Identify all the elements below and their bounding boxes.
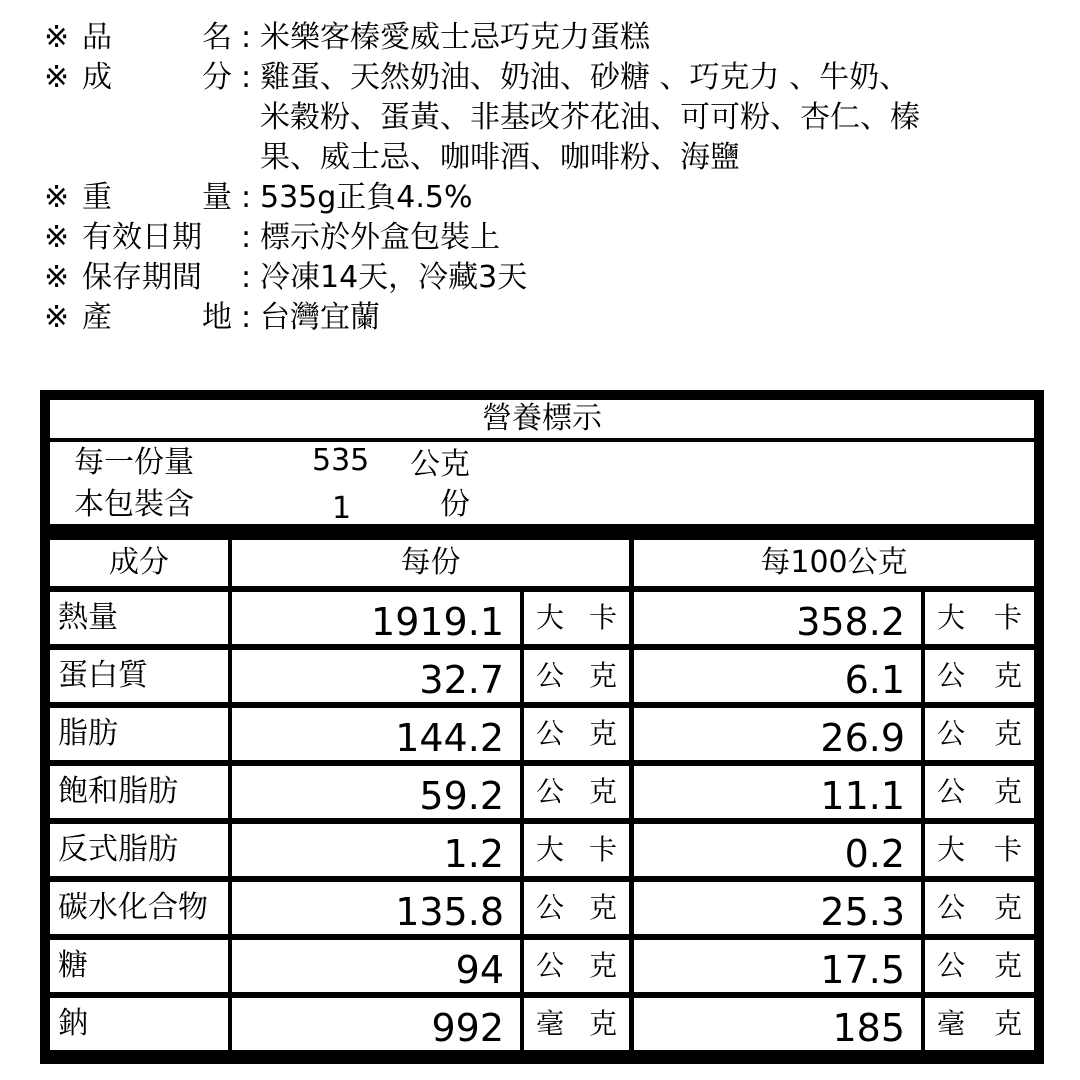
colon: : [240, 20, 252, 55]
info-label [82, 258, 232, 298]
per-serving-value: 94 [232, 940, 520, 992]
unit-char: 克 [588, 659, 617, 692]
unit-char: 卡 [588, 833, 617, 866]
weight-value: 535g正負4.5% [260, 180, 473, 215]
unit-char: 大 [937, 833, 966, 866]
info-label [82, 18, 232, 58]
serving-size-label: 每一份量 [74, 445, 194, 480]
nutrient-name: 熱量 [50, 592, 228, 644]
per-serving-value: 992 [232, 998, 520, 1050]
unit-char: 克 [993, 1007, 1022, 1040]
reference-mark: ※ [44, 220, 70, 255]
per-serving-value: 144.2 [232, 708, 520, 760]
unit-char: 大 [536, 601, 565, 634]
label-text: 保存期間 [82, 260, 202, 295]
per-100g-unit [925, 650, 1034, 702]
info-row [44, 18, 1054, 58]
per-serving-unit [524, 592, 629, 644]
per-serving-unit [524, 940, 629, 992]
nutrient-name: 糖 [50, 940, 228, 992]
per-100g-unit [925, 766, 1034, 818]
per-100g-value: 26.9 [634, 708, 921, 760]
unit-char: 大 [536, 833, 565, 866]
unit-char: 公 [937, 891, 966, 924]
per-100g-value: 6.1 [634, 650, 921, 702]
unit-char: 克 [993, 717, 1022, 750]
reference-mark: ※ [44, 60, 70, 95]
colon: : [240, 260, 252, 295]
nutrition-title: 營養標示 [50, 400, 1034, 438]
info-label [82, 298, 232, 338]
nutrient-name: 蛋白質 [50, 650, 228, 702]
per-100g-value: 0.2 [634, 824, 921, 876]
unit-char: 公 [536, 891, 565, 924]
unit-char: 公 [536, 775, 565, 808]
unit-char: 卡 [993, 601, 1022, 634]
nutrient-name: 碳水化合物 [50, 882, 228, 934]
colon: : [240, 180, 252, 215]
unit-char: 公 [536, 717, 565, 750]
info-row [44, 258, 1054, 298]
expiry-value: 標示於外盒包裝上 [260, 220, 500, 255]
reference-mark: ※ [44, 180, 70, 215]
unit-char: 克 [588, 1007, 617, 1040]
ingredients-value: 雞蛋、天然奶油、奶油、砂糖 、巧克力 、牛奶、 米穀粉、蛋黃、非基改芥花油、可可粉、杏仁、榛 果、威士忌、咖啡酒、咖啡粉、海鹽 [260, 60, 920, 175]
unit-char: 公 [937, 717, 966, 750]
reference-mark: ※ [44, 20, 70, 55]
unit-char: 公 [536, 659, 565, 692]
origin-value: 台灣宜蘭 [260, 300, 380, 335]
per-serving-value: 1919.1 [232, 592, 520, 644]
info-row [44, 178, 1054, 218]
info-row [44, 58, 1054, 178]
unit-char: 卡 [993, 833, 1022, 866]
per-100g-unit [925, 708, 1034, 760]
reference-mark: ※ [44, 260, 70, 295]
header-per-100g: 每100公克 [634, 540, 1034, 586]
info-row [44, 218, 1054, 258]
label-char: 量 [202, 180, 232, 215]
unit-char: 大 [937, 601, 966, 634]
label-char: 品 [82, 20, 112, 55]
colon: : [240, 220, 252, 255]
servings-label: 本包裝含 [74, 487, 194, 522]
servings-unit: 份 [440, 487, 470, 522]
unit-char: 克 [588, 891, 617, 924]
per-100g-unit [925, 998, 1034, 1050]
serving-size-value: 535 [312, 443, 370, 478]
per-100g-unit [925, 882, 1034, 934]
per-serving-unit [524, 998, 629, 1050]
unit-char: 克 [588, 717, 617, 750]
unit-char: 克 [588, 949, 617, 982]
label-char: 成 [82, 60, 112, 95]
info-row [44, 298, 1054, 338]
colon: : [240, 60, 252, 95]
nutrient-name: 鈉 [50, 998, 228, 1050]
reference-mark: ※ [44, 300, 70, 335]
per-100g-unit [925, 940, 1034, 992]
unit-char: 克 [588, 775, 617, 808]
label-char: 名 [202, 20, 232, 55]
storage-value: 冷凍14天，冷藏3天 [260, 260, 528, 295]
info-label [82, 178, 232, 218]
per-100g-value: 358.2 [634, 592, 921, 644]
unit-char: 克 [993, 775, 1022, 808]
unit-char: 卡 [588, 601, 617, 634]
servings-value: 1 [332, 491, 352, 526]
unit-char: 公 [937, 775, 966, 808]
unit-char: 公 [536, 949, 565, 982]
per-serving-unit [524, 650, 629, 702]
unit-char: 克 [993, 949, 1022, 982]
per-serving-value: 32.7 [232, 650, 520, 702]
nutrition-facts-table [40, 390, 1044, 1064]
per-100g-value: 185 [634, 998, 921, 1050]
per-serving-value: 1.2 [232, 824, 520, 876]
serving-size-unit: 公克 [410, 447, 470, 482]
per-serving-unit [524, 824, 629, 876]
unit-char: 克 [993, 659, 1022, 692]
unit-char: 毫 [536, 1007, 565, 1040]
per-serving-unit [524, 882, 629, 934]
product-name-value: 米樂客榛愛威士忌巧克力蛋糕 [260, 20, 650, 55]
per-100g-value: 11.1 [634, 766, 921, 818]
label-char: 重 [82, 180, 112, 215]
info-label [82, 58, 232, 178]
per-100g-unit [925, 592, 1034, 644]
unit-char: 公 [937, 949, 966, 982]
colon: : [240, 300, 252, 335]
product-info [44, 18, 1054, 338]
serving-info [50, 442, 1034, 524]
nutrient-name: 飽和脂肪 [50, 766, 228, 818]
per-serving-unit [524, 766, 629, 818]
per-100g-value: 25.3 [634, 882, 921, 934]
nutrient-name: 反式脂肪 [50, 824, 228, 876]
header-nutrient: 成分 [50, 540, 228, 586]
label-char: 產 [82, 300, 112, 335]
label-char: 地 [202, 300, 232, 335]
nutrient-name: 脂肪 [50, 708, 228, 760]
unit-char: 公 [937, 659, 966, 692]
label-text: 有效日期 [82, 220, 202, 255]
per-100g-value: 17.5 [634, 940, 921, 992]
header-per-serving: 每份 [232, 540, 629, 586]
unit-char: 克 [993, 891, 1022, 924]
label-char: 分 [202, 60, 232, 95]
info-label [82, 218, 232, 258]
unit-char: 毫 [937, 1007, 966, 1040]
per-serving-value: 135.8 [232, 882, 520, 934]
per-serving-value: 59.2 [232, 766, 520, 818]
per-100g-unit [925, 824, 1034, 876]
per-serving-unit [524, 708, 629, 760]
